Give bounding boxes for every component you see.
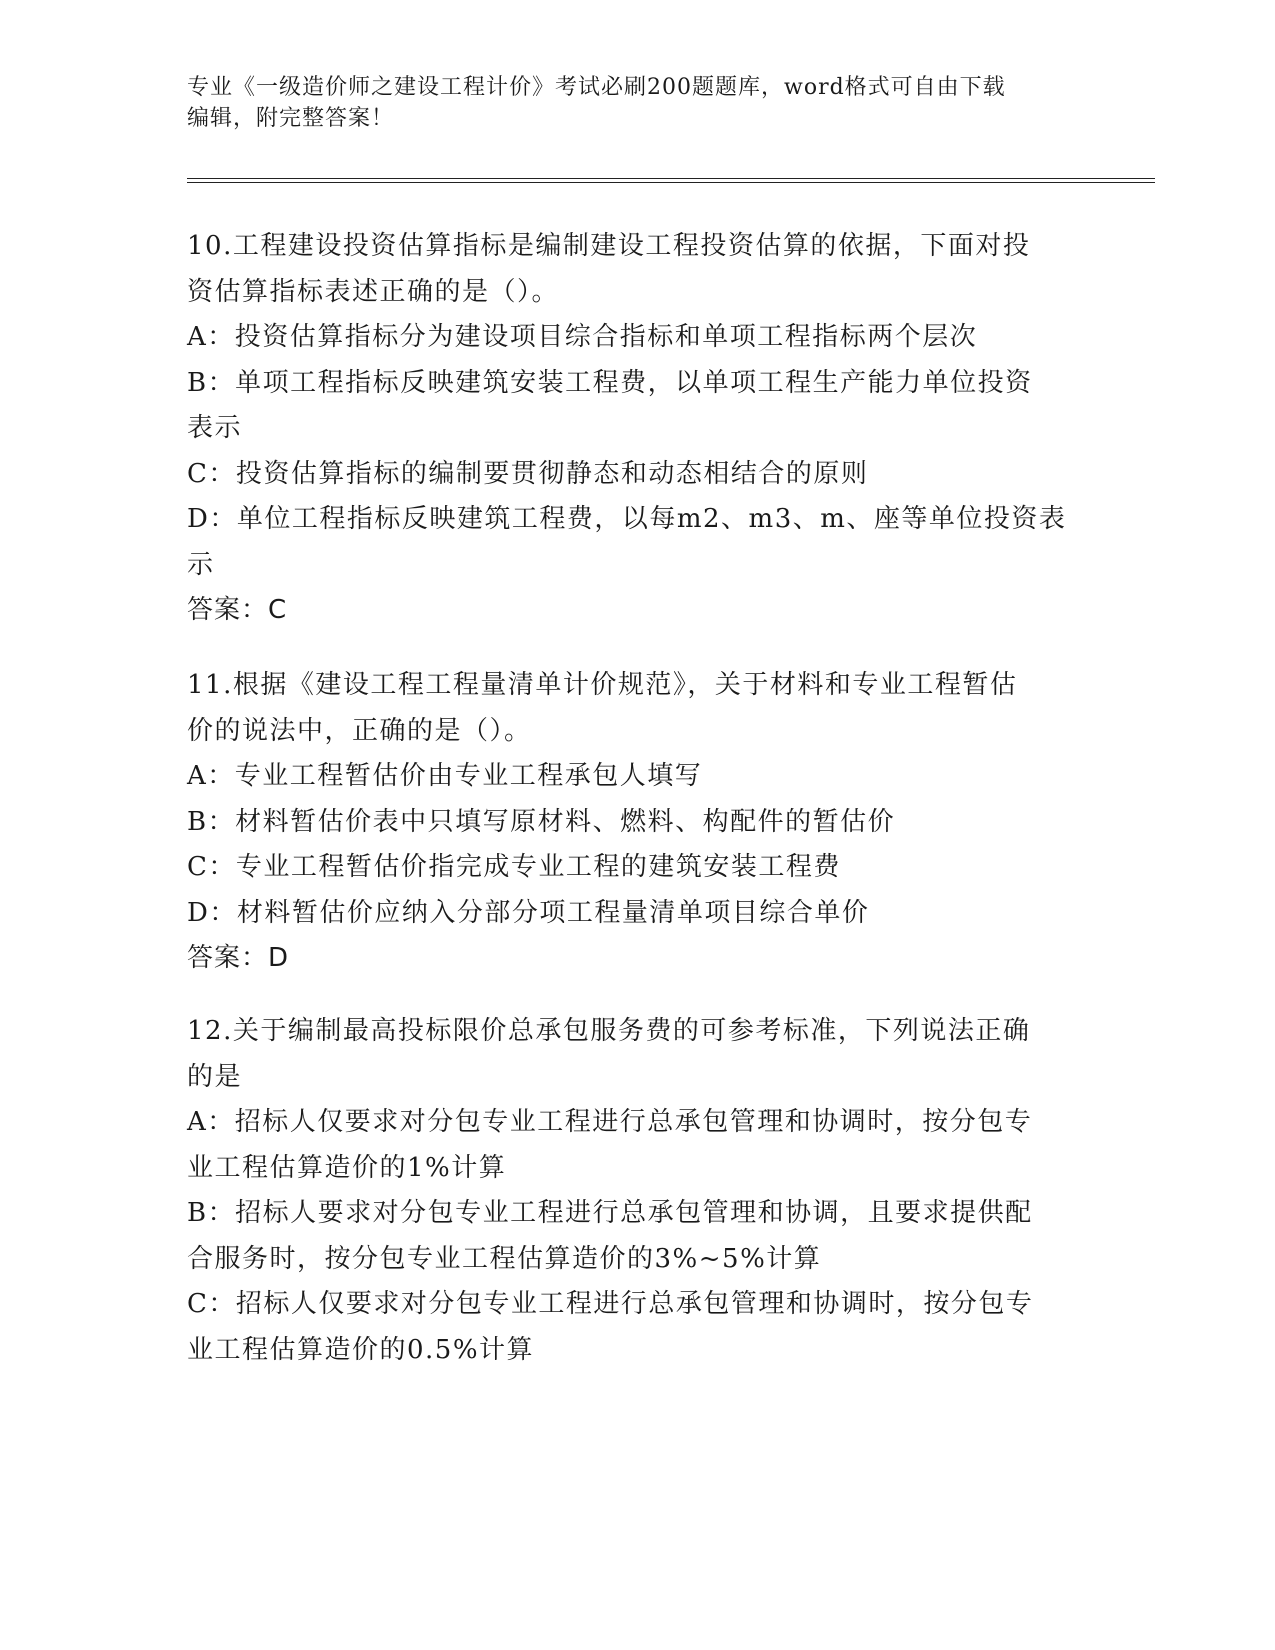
question-11 (187, 663, 1067, 982)
question-stem: 的是 (187, 1061, 243, 1092)
option-d: D：单位工程指标反映建筑工程费，以每m2、m3、m、座等单位投资表 (187, 504, 1067, 534)
option-b: B：材料暂估价表中只填写原材料、燃料、构配件的暂估价 (187, 806, 896, 837)
option-b: B：单项工程指标反映建筑安装工程费，以单项工程生产能力单位投资 (187, 367, 1033, 398)
option-a: A：招标人仅要求对分包专业工程进行总承包管理和协调时，按分包专 (187, 1107, 1033, 1137)
option-c: C：招标人仅要求对分包专业工程进行总承包管理和协调时，按分包专 (187, 1289, 1034, 1319)
option-c: C：投资估算指标的编制要贯彻静态和动态相结合的原则 (187, 458, 869, 489)
answer: 答案：D (187, 943, 290, 973)
option-a: 业工程估算造价的1%计算 (187, 1152, 507, 1183)
header-divider (187, 178, 1155, 183)
question-12 (187, 1009, 1067, 1373)
document-header (187, 72, 1067, 134)
option-b: B：招标人要求对分包专业工程进行总承包管理和协调，且要求提供配 (187, 1198, 1033, 1228)
question-10 (187, 224, 1067, 634)
question-stem: 11.根据《建设工程工程量清单计价规范》，关于材料和专业工程暂估 (187, 670, 1018, 700)
question-stem: 价的说法中，正确的是（）。 (187, 715, 532, 746)
question-stem: 10.工程建设投资估算指标是编制建设工程投资估算的依据，下面对投 (187, 231, 1031, 261)
answer: 答案：C (187, 595, 288, 625)
option-d: 示 (187, 549, 215, 580)
option-a: A：专业工程暂估价由专业工程承包人填写 (187, 761, 703, 791)
option-b: 合服务时，按分包专业工程估算造价的3%~5%计算 (187, 1243, 822, 1274)
option-c: 业工程估算造价的0.5%计算 (187, 1334, 535, 1365)
header-line: 编辑，附完整答案！ (187, 106, 395, 131)
option-c: C：专业工程暂估价指完成专业工程的建筑安装工程费 (187, 852, 841, 882)
question-stem: 资估算指标表述正确的是（）。 (187, 276, 560, 307)
option-d: D：材料暂估价应纳入分部分项工程量清单项目综合单价 (187, 897, 870, 928)
header-line: 专业《一级造价师之建设工程计价》考试必刷200题题库，word格式可自由下载 (187, 75, 1006, 100)
question-stem: 12.关于编制最高投标限价总承包服务费的可参考标准，下列说法正确 (187, 1016, 1031, 1046)
option-b: 表示 (187, 413, 243, 443)
option-a: A：投资估算指标分为建设项目综合指标和单项工程指标两个层次 (187, 322, 978, 352)
